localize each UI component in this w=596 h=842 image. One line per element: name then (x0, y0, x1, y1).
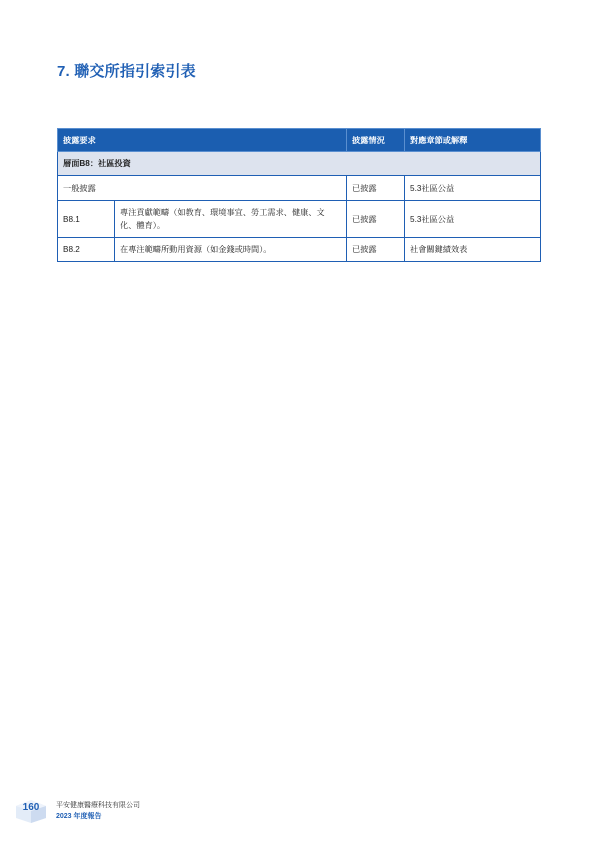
table-header-row (58, 129, 541, 152)
indicator-requirement: 在專注範疇所動用資源（如金錢或時間）。 (115, 238, 347, 262)
header-section-reference: 對應章節或解釋 (405, 129, 541, 152)
indicator-requirement: 專注貢獻範疇（如教育、環境事宜、勞工需求、健康、文化、體育）。 (115, 201, 347, 238)
disclosure-status: 已披露 (347, 176, 405, 201)
indicator-code: B8.1 (58, 201, 115, 238)
general-disclosure-label: 一般披露 (58, 176, 347, 201)
disclosure-status: 已披露 (347, 201, 405, 238)
section-reference: 社會關鍵績效表 (405, 238, 541, 262)
page-number: 160 (22, 802, 40, 813)
disclosure-status: 已披露 (347, 238, 405, 262)
hkex-index-table (57, 128, 541, 262)
section-title: 7. 聯交所指引索引表 (57, 63, 196, 80)
table-subhead-row (58, 152, 541, 176)
footer-company-name: 平安健康醫療科技有限公司 (56, 802, 140, 809)
header-disclosure-requirement: 披露要求 (58, 129, 347, 152)
section-reference: 5.3社區公益 (405, 201, 541, 238)
section-reference: 5.3社區公益 (405, 176, 541, 201)
footer-report-title: 2023 年度報告 (56, 813, 102, 820)
table-row (58, 176, 541, 201)
table-row (58, 201, 541, 238)
indicator-code: B8.2 (58, 238, 115, 262)
table-row (58, 238, 541, 262)
aspect-b8-heading: 層面B8：社區投資 (58, 152, 541, 176)
header-disclosure-status: 披露情況 (347, 129, 405, 152)
